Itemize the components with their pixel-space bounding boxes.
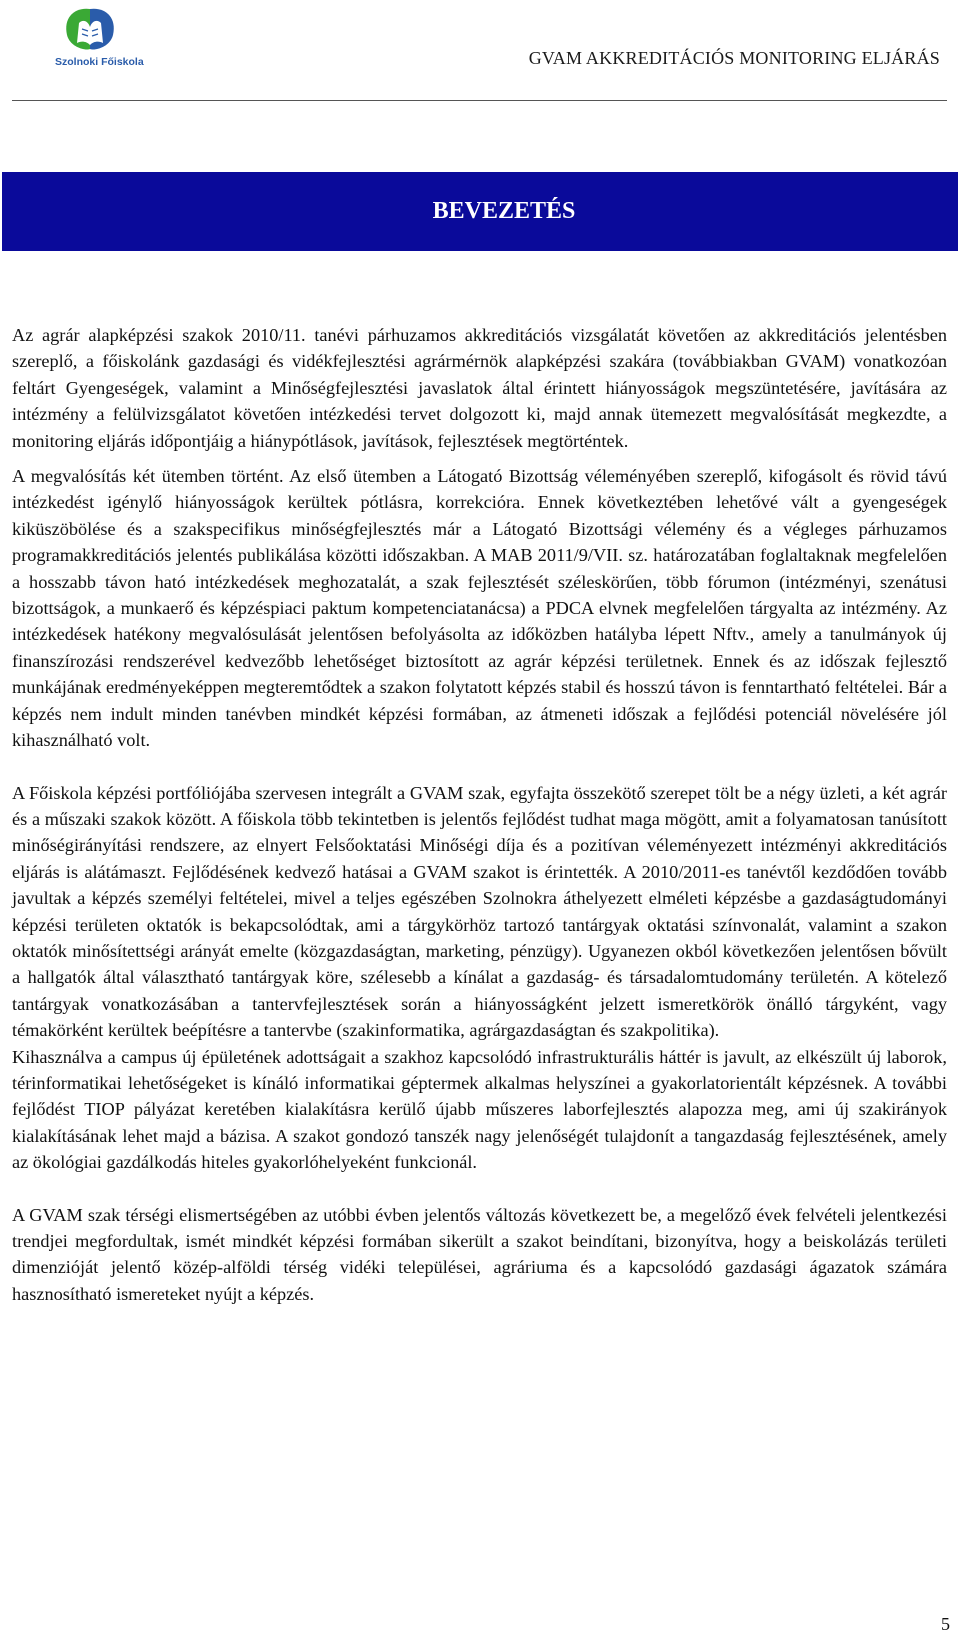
book-leaf-logo-icon — [55, 5, 125, 55]
paragraph: Az agrár alapképzési szakok 2010/11. tanévi párhuzamos akkreditációs vizsgálatát követően az akkreditációs jelentésben szereplő, a főiskolánk gazdasági és vidékfejlesztési agrármérnök alapképzési szakára (továbbiakban GVAM) vonatkozóan feltárt Gyengeségek, valamint a Minőségfejlesztési javaslatok által érintett hiányosságok megszüntetésére, javítására az intézmény a felülvizsgálatot követően intézkedési tervet dolgozott ki, majd annak ütemezett megvalósítását megkezdte, a monitoring eljárás időpontjáig a hiánypótlások, javítások, fejlesztések megtörténtek. — [12, 325, 947, 451]
section-banner — [2, 172, 958, 251]
section-title: BEVEZETÉS — [432, 198, 576, 224]
header-divider — [12, 100, 947, 101]
body-text — [12, 322, 947, 1307]
logo-text: Szolnoki Főiskola — [55, 56, 144, 68]
institution-logo — [55, 5, 144, 70]
document-header-title: GVAM AKKREDITÁCIÓS MONITORING ELJÁRÁS — [528, 48, 940, 68]
paragraph: A GVAM szak térségi elismertségében az utóbbi évben jelentős változás következett be, a megelőző évek felvételi jelentkezési trendjei megfordultak, ismét mindkét képzési formában sikerült a szakot beindítani, bizonyítva, hogy a beiskolázás területi dimenzióját jelentő közép-alföldi térség vidéki települései, agráriuma és a kapcsolódó gazdasági ágazatok számára hasznosítható ismereteket nyújt a képzés. — [12, 1204, 947, 1304]
paragraph: Kihasználva a campus új épületének adottságait a szakhoz kapcsolódó infrastrukturális háttér is javult, az elkészült új laborok, térinformatikai lehetőségeket is kínáló informatikai géptermek alkalmas helyszínei a gyakorlatorientált képzésnek. A további fejlődést TIOP pályázat keretében kialakításra kerülő újabb műszeres laborfejlesztés alapozza meg, ami új szakirányok kialakításának lehet majd a bázisa. A szakot gondozó tanszék nagy jelenőségét tulajdonít a tangazdaság fejlesztésének, amely az ökológiai gazdálkodás hiteles gyakorlóhelyeként funkcionál. — [12, 1046, 947, 1173]
paragraph: A megvalósítás két ütemben történt. Az első ütemben a Látogató Bizottság véleményében szereplő, kifogásolt és rövid távú intézkedést igénylő hiányosságok kerültek pótlásra, korrekcióra. Ennek következtében lehetővé vált a gyengeségek kiküszöbölése és a szakspecifikus minőségfejlesztés már a Látogató Bizottsági vélemény és a végleges párhuzamos programakkreditációs jelentés publikálása közötti időszakban. A MAB 2011/9/VII. sz. határozatában foglaltaknak megfelelően a hosszabb távon ható intézkedések meghozatalát, a szak fejlesztését széleskörűen, több fórumon (intézményi, szenátusi bizottságok, a munkaerő és képzéspiaci paktum kompetenciatanácsa) a PDCA elvnek megfelelően tárgyalta az intézmény. Az intézkedések hatékony megvalósulását jelentősen befolyásolta az időközben hatályba lépett Nftv., amely a tanulmányok új finanszírozási rendszerével kedvezőbb lehetőséget biztosított az agrár képzési területnek. Ennek és az időszak fejlesztő munkájának eredményeképpen megteremtődtek a szakon folytatott képzés stabil és hosszú távon is fenntartható feltételei. Bár a képzés nem indult minden tanévben mindkét képzési formában, az átmeneti időszak a fejlődési potenciál növelésére jól kihasználható volt. — [12, 466, 947, 751]
paragraph: A Főiskola képzési portfóliójába szervesen integrált a GVAM szak, egyfajta összekötő szerepet tölt be a négy üzleti, a két agrár és a műszaki szakok között. A főiskola több tekintetben is jelentős fejlődést tudhat maga mögött, amit a folyamatosan tanúsított minőségirányítási rendszere, az elnyert Felsőoktatási Minőségi díja és a pozitívan véleményezett intézményi akkreditációs eljárás is alátámaszt. Fejlődésének kedvező hatásai a GVAM szakot is érintették. A 2010/2011-es tanévtől kezdődően tovább javultak a képzés személyi feltételei, mivel a teljes egészében Szolnokra áthelyezett elméleti képzésbe a gazdaságtudományi képzési területen oktatók is bekapcsolódtak, ami a tárgykörhöz tartozó tantárgyak oktatási színvonalát, valamint a szakon oktatók minősítettségi arányát emelte (közgazdaságtan, marketing, pénzügy). Ugyanezen okból következően jelentősen bővült a hallgatók által választható tantárgyak köre, szélesebb a kínálat a gazdaság- és társadalomtudomány területén. A kötelező tantárgyak vonatkozásában a tantervfejlesztések során a hiányosságként jelzett ismeretkörök önálló tárgyként, vagy témakörként kerültek beépítésre a tantervbe (szakinformatika, agrárgazdaságtan és szakpolitika). — [12, 782, 947, 1041]
page-number: 5 — [941, 1614, 950, 1634]
